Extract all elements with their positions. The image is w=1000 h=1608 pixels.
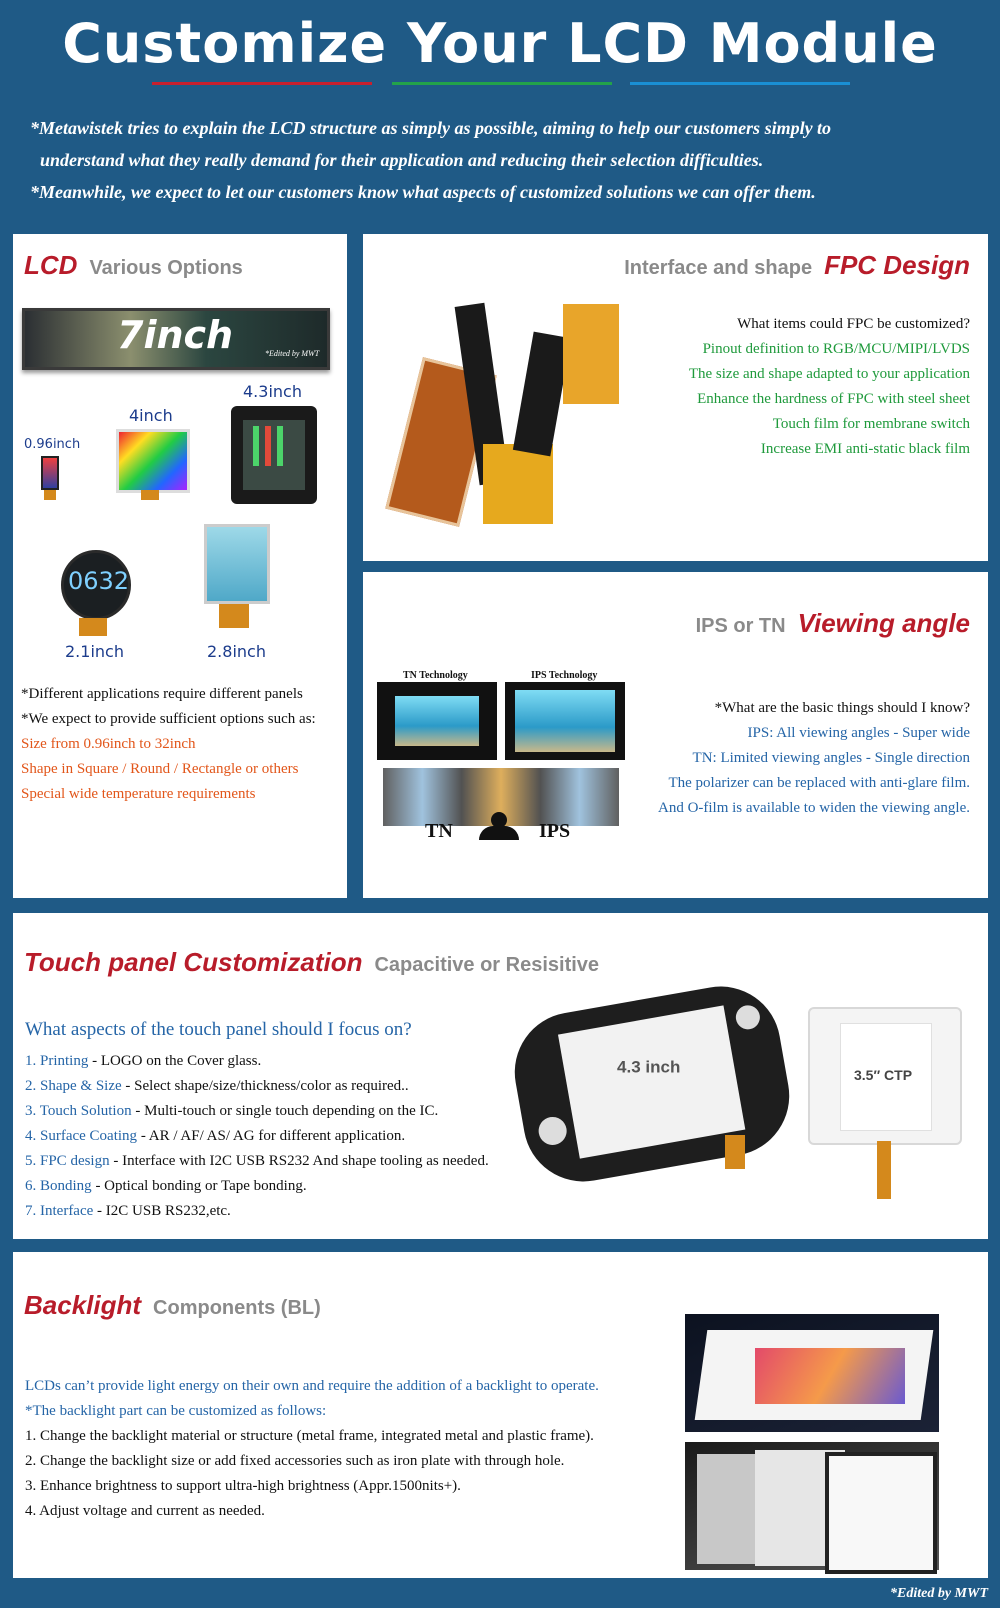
fpc-heading xyxy=(624,250,970,281)
lcd-7inch-bar-image xyxy=(22,308,330,370)
lcd-heading xyxy=(24,250,243,281)
lcd-2-8inch-image xyxy=(204,524,270,604)
backlight-intro-2: *The backlight part can be customized as follows: xyxy=(25,1403,327,1419)
ips-big-label: IPS xyxy=(539,820,571,842)
lcd-options-panel xyxy=(13,234,347,898)
touch-heading xyxy=(24,947,599,978)
ips-tech-label: IPS Technology xyxy=(531,670,598,681)
touch-title: Touch panel Customization xyxy=(24,947,363,977)
backlight-subtitle: Components (BL) xyxy=(153,1297,321,1319)
size-label-4-3: 4.3inch xyxy=(243,382,302,401)
fpc-item-4: Touch film for membrane switch xyxy=(772,416,970,432)
viewing-angle-panel xyxy=(363,572,988,898)
fpc-design-panel xyxy=(363,234,988,561)
lcd-2-1inch-round-image xyxy=(61,550,131,620)
touch-subtitle: Capacitive or Resisitive xyxy=(374,954,600,976)
touch-item-5: 5. FPC design - Interface with I2C USB RS232 And shape tooling as needed. xyxy=(25,1153,489,1169)
lcd-subtitle: Various Options xyxy=(89,257,243,279)
backlight-image-2 xyxy=(685,1442,939,1570)
tn-tech-label: TN Technology xyxy=(403,670,468,681)
size-label-2-8: 2.8inch xyxy=(207,642,266,661)
viewing-list xyxy=(658,696,970,821)
backlight-item-4: 4. Adjust voltage and current as needed. xyxy=(25,1503,265,1519)
fpc-item-3: Enhance the hardness of FPC with steel sheet xyxy=(697,391,970,407)
page-title: Customize Your LCD Module xyxy=(62,12,938,75)
footer-credit: *Edited by MWT xyxy=(890,1586,988,1601)
viewing-item-1: IPS: All viewing angles - Super wide xyxy=(747,725,970,741)
title-underline-blue xyxy=(630,82,850,85)
fpc-item-1: Pinout definition to RGB/MCU/MIPI/LVDS xyxy=(702,341,970,357)
intro-line-2: understand what they really demand for their application and reducing their selection difficulties. xyxy=(40,150,764,170)
touch-panel-4-3-label: 4.3 inch xyxy=(617,1057,681,1077)
touch-question: What aspects of the touch panel should I focus on? xyxy=(25,1019,412,1040)
backlight-title: Backlight xyxy=(24,1290,142,1320)
lcd-7inch-credit: *Edited by MWT xyxy=(265,349,320,358)
lcd-note-2: *We expect to provide sufficient options such as: xyxy=(21,711,316,727)
touch-panel-3-5-image xyxy=(808,1007,962,1145)
touch-list xyxy=(25,1049,489,1224)
touch-item-7: 7. Interface - I2C USB RS232,etc. xyxy=(25,1203,231,1219)
touch-panel-3-5-fpc xyxy=(877,1141,891,1199)
lcd-note-1: *Different applications require different panels xyxy=(21,686,303,702)
lcd-0-96-fpc xyxy=(44,490,56,500)
backlight-heading xyxy=(24,1290,321,1321)
lcd-notes xyxy=(21,682,316,807)
touch-panel-4-3-image xyxy=(505,977,798,1191)
lcd-4inch-image xyxy=(116,429,190,493)
round-display-time: 0632 xyxy=(68,567,130,595)
lcd-title: LCD xyxy=(24,250,78,280)
intro-text xyxy=(30,112,980,208)
title-underline-green xyxy=(392,82,612,85)
lcd-option-2: Shape in Square / Round / Rectangle or others xyxy=(21,761,299,777)
lcd-option-1: Size from 0.96inch to 32inch xyxy=(21,736,196,752)
fpc-list xyxy=(689,312,970,462)
touch-item-2: 2. Shape & Size - Select shape/size/thickness/color as required.. xyxy=(25,1078,409,1094)
touch-item-1: 1. Printing - LOGO on the Cover glass. xyxy=(25,1053,262,1069)
backlight-intro-1: LCDs can’t provide light energy on their own and require the addition of a backlight to operate. xyxy=(25,1378,599,1394)
fpc-image xyxy=(403,294,623,534)
viewing-subtitle: IPS or TN xyxy=(695,615,786,637)
lcd-option-3: Special wide temperature requirements xyxy=(21,786,256,802)
touch-item-4: 4. Surface Coating - AR / AF/ AS/ AG for different application. xyxy=(25,1128,406,1144)
lcd-4-3inch-image xyxy=(231,406,317,504)
viewing-item-2: TN: Limited viewing angles - Single direction xyxy=(692,750,970,766)
viewing-question: *What are the basic things should I know? xyxy=(714,700,970,716)
viewing-title: Viewing angle xyxy=(797,608,970,638)
backlight-list xyxy=(25,1374,599,1524)
touch-panel-section xyxy=(13,913,988,1239)
fpc-subtitle: Interface and shape xyxy=(624,257,813,279)
backlight-section xyxy=(13,1252,988,1578)
size-label-0-96: 0.96inch xyxy=(24,437,81,452)
fpc-question: What items could FPC be customized? xyxy=(737,316,970,332)
viewing-item-4: And O-film is available to widen the viewing angle. xyxy=(657,800,970,816)
viewing-heading xyxy=(696,608,970,639)
tn-big-label: TN xyxy=(425,820,453,842)
intro-line-1: *Metawistek tries to explain the LCD structure as simply as possible, aiming to help our customers simply to xyxy=(30,118,832,138)
viewer-silhouette-icon xyxy=(479,812,519,842)
backlight-item-2: 2. Change the backlight size or add fixed accessories such as iron plate with through hole. xyxy=(25,1453,565,1469)
lcd-0-96-image xyxy=(41,456,59,490)
backlight-image-1 xyxy=(685,1314,939,1432)
touch-panel-3-5-label: 3.5″ CTP xyxy=(854,1067,913,1083)
size-label-4: 4inch xyxy=(129,406,173,425)
viewing-item-3: The polarizer can be replaced with anti-glare film. xyxy=(668,775,970,791)
lcd-7inch-label: 7inch xyxy=(117,313,234,357)
lcd-2-8inch-fpc xyxy=(219,604,249,628)
backlight-item-3: 3. Enhance brightness to support ultra-high brightness (Appr.1500nits+). xyxy=(25,1478,461,1494)
lcd-4inch-fpc xyxy=(141,490,159,500)
size-label-2-1: 2.1inch xyxy=(65,642,124,661)
lcd-2-1inch-fpc xyxy=(79,618,107,636)
fpc-title: FPC Design xyxy=(824,250,970,280)
touch-item-6: 6. Bonding - Optical bonding or Tape bonding. xyxy=(25,1178,307,1194)
touch-panel-4-3-fpc xyxy=(725,1135,745,1169)
ips-screen-image xyxy=(505,682,625,760)
intro-line-3: *Meanwhile, we expect to let our customers know what aspects of customized solutions we can offer them. xyxy=(30,182,816,202)
title-underline-red xyxy=(152,82,372,85)
touch-item-3: 3. Touch Solution - Multi-touch or single touch depending on the IC. xyxy=(25,1103,439,1119)
fpc-item-2: The size and shape adapted to your application xyxy=(688,366,970,382)
backlight-item-1: 1. Change the backlight material or structure (metal frame, integrated metal and plastic frame). xyxy=(25,1428,594,1444)
fpc-item-5: Increase EMI anti-static black film xyxy=(760,441,970,457)
tn-screen-image xyxy=(377,682,497,760)
